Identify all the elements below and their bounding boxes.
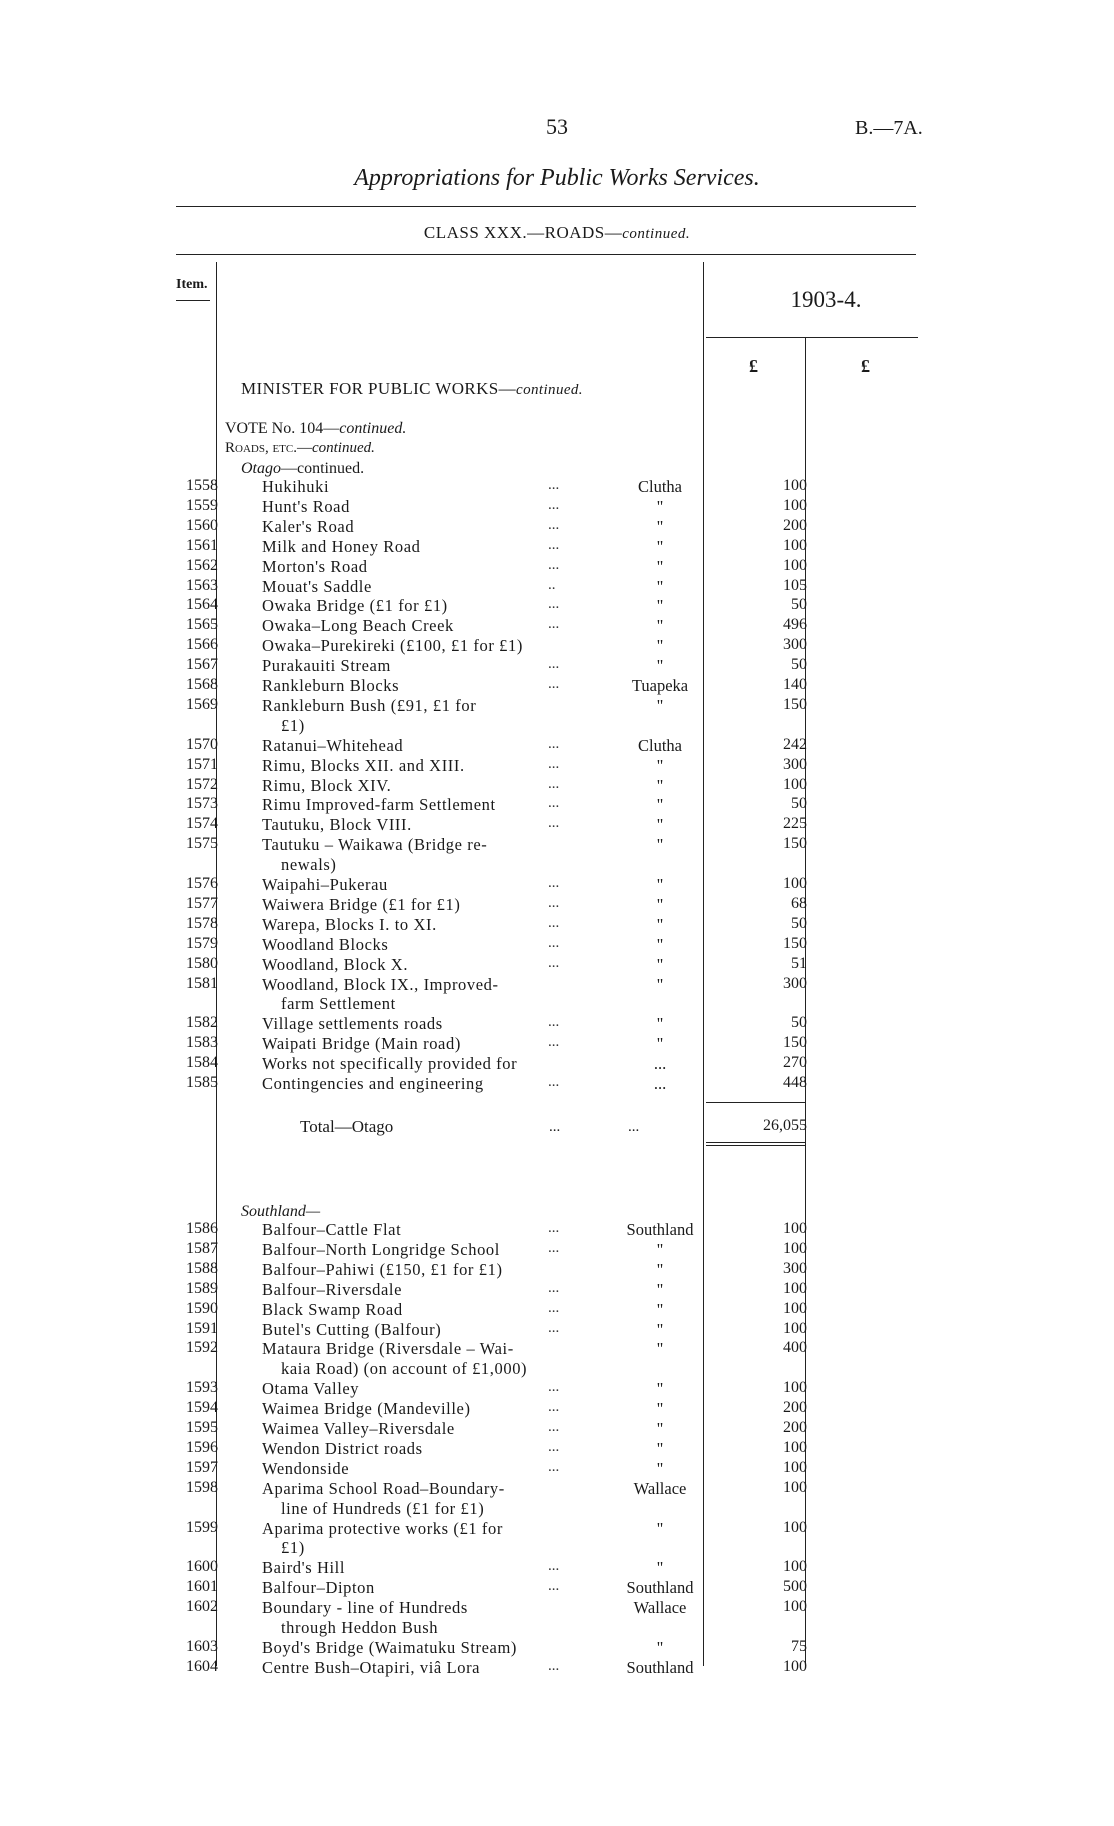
item-description: Morton's Road xyxy=(262,556,368,576)
item-description: Balfour–Riversdale xyxy=(262,1279,403,1299)
vote-heading-continued: continued. xyxy=(339,420,407,437)
item-description: Waipati Bridge (Main road) xyxy=(262,1034,461,1054)
dot-leader: ... xyxy=(548,1220,560,1236)
item-description: Boundary - line of Hundreds xyxy=(262,1598,468,1618)
item-district: Southland xyxy=(626,1657,694,1677)
item-description: Wendonside xyxy=(262,1458,350,1478)
item-number: 1574 xyxy=(186,815,218,833)
item-description: Waipahi–Pukerau xyxy=(262,875,388,894)
item-district: " xyxy=(656,974,664,994)
item-district: " xyxy=(656,795,664,815)
item-amount: 200 xyxy=(783,1399,807,1417)
otago-heading xyxy=(241,460,364,478)
item-description: Baird's Hill xyxy=(262,1558,346,1578)
item-district: " xyxy=(656,496,664,516)
class-rule xyxy=(176,254,916,255)
item-district: " xyxy=(656,934,664,954)
item-amount: 100 xyxy=(783,556,807,574)
item-number: 1577 xyxy=(186,894,218,912)
item-number: 1590 xyxy=(186,1299,218,1317)
item-amount: 100 xyxy=(783,496,807,514)
item-number: 1564 xyxy=(186,596,218,614)
dot-leader: ... xyxy=(548,875,560,891)
item-district: " xyxy=(656,576,664,596)
item-description: Black Swamp Road xyxy=(262,1299,403,1319)
dot-leader: ... xyxy=(548,1458,560,1475)
item-number: 1602 xyxy=(186,1598,218,1616)
roads-heading xyxy=(225,440,375,457)
item-amount: 200 xyxy=(783,516,807,534)
item-number: 1598 xyxy=(186,1478,218,1496)
item-amount: 150 xyxy=(783,934,807,952)
item-amount: 100 xyxy=(783,1438,807,1456)
item-number: 1596 xyxy=(186,1438,218,1456)
dot-leader: ... xyxy=(548,1578,560,1595)
item-number: 1592 xyxy=(186,1339,218,1357)
item-district: Southland xyxy=(626,1220,694,1239)
item-description: Mataura Bridge (Riversdale – Wai- xyxy=(262,1339,514,1359)
item-number: 1572 xyxy=(186,775,218,793)
item-amount: 300 xyxy=(783,636,807,654)
dot-leader: ... xyxy=(548,477,560,493)
item-description: Kaler's Road xyxy=(262,516,355,536)
item-amount: 150 xyxy=(783,695,807,713)
item-number: 1587 xyxy=(186,1239,218,1257)
item-amount: 270 xyxy=(783,1054,807,1072)
minister-heading-continued: continued. xyxy=(516,382,583,398)
item-district: " xyxy=(656,536,664,556)
item-district: " xyxy=(656,1438,664,1458)
item-description: Aparima protective works (£1 for xyxy=(262,1518,503,1538)
item-description-continued: through Heddon Bush xyxy=(281,1618,439,1637)
item-amount: 300 xyxy=(783,755,807,773)
item-description: Butel's Cutting (Balfour) xyxy=(262,1319,442,1339)
item-amount: 100 xyxy=(783,1220,807,1237)
class-heading xyxy=(0,223,1114,243)
item-district: " xyxy=(656,656,664,676)
dot-leader: ... xyxy=(548,1319,560,1336)
item-amount: 100 xyxy=(783,536,807,554)
item-amount: 100 xyxy=(783,1558,807,1576)
item-district: " xyxy=(656,775,664,795)
item-amount: 225 xyxy=(783,815,807,833)
total-bottom-rule xyxy=(706,1142,805,1143)
item-district: Clutha xyxy=(638,477,682,496)
item-district: " xyxy=(656,1558,664,1578)
item-amount: 100 xyxy=(783,1478,807,1496)
item-header-underline xyxy=(176,300,210,301)
item-amount: 140 xyxy=(783,676,807,693)
dot-leader: ... xyxy=(548,775,560,792)
item-number: 1561 xyxy=(186,536,218,554)
item-description: Owaka Bridge (£1 for £1) xyxy=(262,596,448,616)
item-description-continued: line of Hundreds (£1 for £1) xyxy=(281,1498,485,1518)
item-description-continued: £1) xyxy=(281,715,305,735)
item-number: 1585 xyxy=(186,1074,218,1091)
item-number: 1604 xyxy=(186,1657,218,1675)
item-district: ... xyxy=(653,1054,667,1074)
item-district: " xyxy=(656,914,664,934)
item-district: " xyxy=(656,636,664,656)
item-district: " xyxy=(656,1239,664,1259)
dot-leader: ... xyxy=(548,1299,560,1316)
page-number: 53 xyxy=(546,114,568,139)
item-amount: 50 xyxy=(791,596,807,614)
item-district: " xyxy=(656,1637,664,1657)
item-description: Waimea Valley–Riversdale xyxy=(262,1419,455,1438)
item-number: 1576 xyxy=(186,875,218,892)
dot-leader: ... xyxy=(548,934,560,951)
item-amount: 300 xyxy=(783,974,807,992)
dot-leader: ... xyxy=(548,1279,560,1296)
dot-leader: ... xyxy=(548,1558,560,1575)
item-district: " xyxy=(656,894,664,914)
item-district: " xyxy=(656,556,664,576)
item-description: Balfour–North Longridge School xyxy=(262,1239,500,1259)
item-description-continued: farm Settlement xyxy=(281,994,396,1014)
item-amount: 100 xyxy=(783,775,807,793)
dot-leader: ... xyxy=(548,735,560,752)
item-district: " xyxy=(656,616,664,636)
item-description: Waiwera Bridge (£1 for £1) xyxy=(262,894,461,914)
item-number: 1575 xyxy=(186,835,218,853)
item-description: Waimea Bridge (Mandeville) xyxy=(262,1399,471,1419)
dot-leader: ... xyxy=(548,1239,560,1256)
item-amount: 68 xyxy=(791,894,807,912)
item-amount: 51 xyxy=(791,954,807,972)
dot-leader: ... xyxy=(548,1438,560,1455)
item-number: 1569 xyxy=(186,695,218,713)
otago-heading-text: Otago xyxy=(241,460,281,477)
item-number: 1581 xyxy=(186,974,218,992)
item-district: Wallace xyxy=(633,1598,687,1618)
item-district: " xyxy=(656,516,664,536)
item-description: Rimu, Block XIV. xyxy=(262,775,392,795)
item-description: Rankleburn Bush (£91, £1 for xyxy=(262,695,477,715)
item-description: Woodland, Block IX., Improved- xyxy=(262,974,499,994)
item-description: Hukihuki xyxy=(262,477,330,496)
item-district: Wallace xyxy=(633,1478,687,1498)
item-description: Rimu Improved-farm Settlement xyxy=(262,795,496,815)
item-district: " xyxy=(656,1259,664,1279)
item-number: 1593 xyxy=(186,1379,218,1397)
item-description: Ratanui–Whitehead xyxy=(262,735,404,755)
item-number: 1597 xyxy=(186,1458,218,1476)
roads-heading-continued: continued. xyxy=(311,440,375,456)
title-rule xyxy=(176,206,916,207)
dot-leader: ... xyxy=(548,556,560,573)
item-description: Wendon District roads xyxy=(262,1438,423,1458)
item-number: 1588 xyxy=(186,1259,218,1277)
item-district: Southland xyxy=(626,1578,694,1598)
page-title: Appropriations for Public Works Services. xyxy=(354,165,760,191)
item-number: 1558 xyxy=(186,477,218,494)
item-number: 1578 xyxy=(186,914,218,932)
item-number: 1565 xyxy=(186,616,218,634)
dot-leader: ... xyxy=(548,795,560,812)
item-district: " xyxy=(656,695,664,715)
item-number: 1595 xyxy=(186,1419,218,1436)
item-number: 1594 xyxy=(186,1399,218,1417)
dot-leader: ... xyxy=(548,516,560,533)
dot-leader: ... xyxy=(548,1399,560,1416)
item-district: " xyxy=(656,596,664,616)
item-district: " xyxy=(656,1419,664,1438)
item-description: Owaka–Purekireki (£100, £1 for £1) xyxy=(262,636,523,656)
item-number: 1601 xyxy=(186,1578,218,1596)
item-number: 1579 xyxy=(186,934,218,952)
otago-total-leader-2: ... xyxy=(628,1119,640,1135)
total-bottom-rule-2 xyxy=(706,1145,805,1146)
item-amount: 50 xyxy=(791,656,807,674)
item-amount: 100 xyxy=(783,1379,807,1397)
dot-leader: ... xyxy=(548,755,560,772)
item-amount: 100 xyxy=(783,1299,807,1317)
pound-sign-left: £ xyxy=(749,356,758,376)
minister-heading xyxy=(241,379,583,399)
item-amount: 100 xyxy=(783,1319,807,1337)
item-amount: 200 xyxy=(783,1419,807,1436)
vote-heading xyxy=(225,420,406,438)
document-reference: B.—7A. xyxy=(855,117,923,139)
item-number: 1603 xyxy=(186,1637,218,1655)
vote-heading-text: VOTE No. 104— xyxy=(225,420,340,437)
item-description: Works not specifically provided for xyxy=(262,1054,518,1074)
item-district: ... xyxy=(653,1074,667,1093)
item-number: 1562 xyxy=(186,556,218,574)
item-description: Warepa, Blocks I. to XI. xyxy=(262,914,437,934)
item-description: Mouat's Saddle xyxy=(262,576,372,596)
item-description: Woodland, Block X. xyxy=(262,954,409,974)
item-district: " xyxy=(656,1279,664,1299)
dot-leader: ... xyxy=(548,1657,560,1674)
otago-total-label: Total—Otago xyxy=(300,1117,394,1136)
item-number: 1559 xyxy=(186,496,218,514)
item-amount: 448 xyxy=(783,1074,807,1091)
item-description: Purakauiti Stream xyxy=(262,656,391,676)
item-district: " xyxy=(656,1379,664,1399)
dot-leader: ... xyxy=(548,954,560,971)
item-amount: 100 xyxy=(783,1458,807,1476)
item-amount: 100 xyxy=(783,1518,807,1536)
item-amount: 50 xyxy=(791,914,807,932)
class-heading-text: CLASS XXX.—ROADS— xyxy=(423,223,623,242)
dot-leader: ... xyxy=(548,596,560,613)
class-heading-continued: continued. xyxy=(622,226,691,242)
item-district: " xyxy=(656,835,664,855)
item-district: Tuapeka xyxy=(631,676,689,695)
item-number: 1584 xyxy=(186,1054,218,1072)
item-district: " xyxy=(656,1399,664,1419)
item-district: " xyxy=(656,1458,664,1478)
item-amount: 500 xyxy=(783,1578,807,1596)
item-column-header: Item. xyxy=(176,277,208,292)
item-number: 1560 xyxy=(186,516,218,534)
item-district: " xyxy=(656,1518,664,1538)
otago-heading-continued: —continued. xyxy=(281,460,365,477)
dot-leader: ... xyxy=(548,1014,560,1031)
item-amount: 100 xyxy=(783,875,807,892)
item-description: Milk and Honey Road xyxy=(262,536,421,556)
dot-leader: ... xyxy=(548,1034,560,1051)
item-amount: 300 xyxy=(783,1259,807,1277)
item-description: Otama Valley xyxy=(262,1379,360,1399)
item-number: 1567 xyxy=(186,656,218,674)
item-description: Owaka–Long Beach Creek xyxy=(262,616,454,636)
item-amount: 50 xyxy=(791,795,807,813)
item-number: 1570 xyxy=(186,735,218,753)
dot-leader: ... xyxy=(548,1074,560,1090)
item-description: Village settlements roads xyxy=(262,1014,443,1034)
item-amount: 105 xyxy=(783,576,807,594)
dot-leader: ... xyxy=(548,815,560,832)
southland-heading: Southland— xyxy=(241,1203,321,1220)
item-description: Tautuku, Block VIII. xyxy=(262,815,412,835)
dot-leader: .. xyxy=(548,576,556,593)
item-description: Tautuku – Waikawa (Bridge re- xyxy=(262,835,488,855)
minister-heading-text: MINISTER FOR PUBLIC WORKS— xyxy=(241,379,517,398)
item-number: 1586 xyxy=(186,1220,218,1237)
item-amount: 100 xyxy=(783,1598,807,1616)
item-number: 1600 xyxy=(186,1558,218,1576)
item-number: 1583 xyxy=(186,1034,218,1052)
item-amount: 496 xyxy=(783,616,807,634)
item-number: 1563 xyxy=(186,576,218,594)
year-header-rule xyxy=(706,337,918,338)
item-number: 1571 xyxy=(186,755,218,773)
item-amount: 75 xyxy=(791,1637,807,1655)
item-number: 1591 xyxy=(186,1319,218,1337)
dot-leader: ... xyxy=(548,656,560,673)
item-number: 1599 xyxy=(186,1518,218,1536)
pound-sign-right: £ xyxy=(861,356,870,376)
dot-leader: ... xyxy=(548,894,560,911)
item-number: 1573 xyxy=(186,795,218,813)
item-district: " xyxy=(656,815,664,835)
item-description: Boyd's Bridge (Waimatuku Stream) xyxy=(262,1637,518,1657)
item-amount: 400 xyxy=(783,1339,807,1357)
item-description: Woodland Blocks xyxy=(262,934,389,954)
item-district: Clutha xyxy=(638,735,682,755)
item-description: Contingencies and engineering xyxy=(262,1074,484,1093)
item-district: " xyxy=(656,1014,664,1034)
item-description: Balfour–Dipton xyxy=(262,1578,375,1598)
item-district: " xyxy=(656,1299,664,1319)
item-district: " xyxy=(656,875,664,894)
item-district: " xyxy=(656,1034,664,1054)
otago-total-leader: ... xyxy=(549,1119,561,1135)
item-amount: 150 xyxy=(783,1034,807,1052)
year-column-header: 1903-4. xyxy=(790,287,862,312)
dot-leader: ... xyxy=(548,616,560,633)
item-amount: 100 xyxy=(783,1239,807,1257)
item-number: 1568 xyxy=(186,676,218,693)
item-district: " xyxy=(656,755,664,775)
item-description: Rankleburn Blocks xyxy=(262,676,400,695)
item-amount: 150 xyxy=(783,835,807,853)
item-district: " xyxy=(656,954,664,974)
total-top-rule xyxy=(706,1102,805,1103)
dot-leader: ... xyxy=(548,676,560,692)
item-description: Centre Bush–Otapiri, viâ Lora xyxy=(262,1657,481,1677)
item-number: 1589 xyxy=(186,1279,218,1297)
item-amount: 242 xyxy=(783,735,807,753)
item-amount: 100 xyxy=(783,1279,807,1297)
roads-heading-text: Roads, etc.— xyxy=(225,440,312,456)
item-number: 1580 xyxy=(186,954,218,972)
dot-leader: ... xyxy=(548,536,560,553)
dot-leader: ... xyxy=(548,1419,560,1435)
item-amount: 50 xyxy=(791,1014,807,1032)
item-description-continued: £1) xyxy=(281,1538,305,1558)
item-description: Rimu, Blocks XII. and XIII. xyxy=(262,755,465,775)
item-number: 1566 xyxy=(186,636,218,654)
item-description: Aparima School Road–Boundary- xyxy=(262,1478,505,1498)
dot-leader: ... xyxy=(548,1379,560,1396)
item-district: " xyxy=(656,1339,664,1359)
item-description: Hunt's Road xyxy=(262,496,350,516)
item-description: Balfour–Cattle Flat xyxy=(262,1220,402,1239)
otago-total-amount: 26,055 xyxy=(763,1117,807,1134)
item-description-continued: newals) xyxy=(281,855,337,875)
item-amount: 100 xyxy=(783,1657,807,1675)
dot-leader: ... xyxy=(548,914,560,931)
item-district: " xyxy=(656,1319,664,1339)
item-number: 1582 xyxy=(186,1014,218,1032)
item-description: Balfour–Pahiwi (£150, £1 for £1) xyxy=(262,1259,503,1279)
item-description-continued: kaia Road) (on account of £1,000) xyxy=(281,1359,528,1379)
dot-leader: ... xyxy=(548,496,560,513)
item-amount: 100 xyxy=(783,477,807,494)
